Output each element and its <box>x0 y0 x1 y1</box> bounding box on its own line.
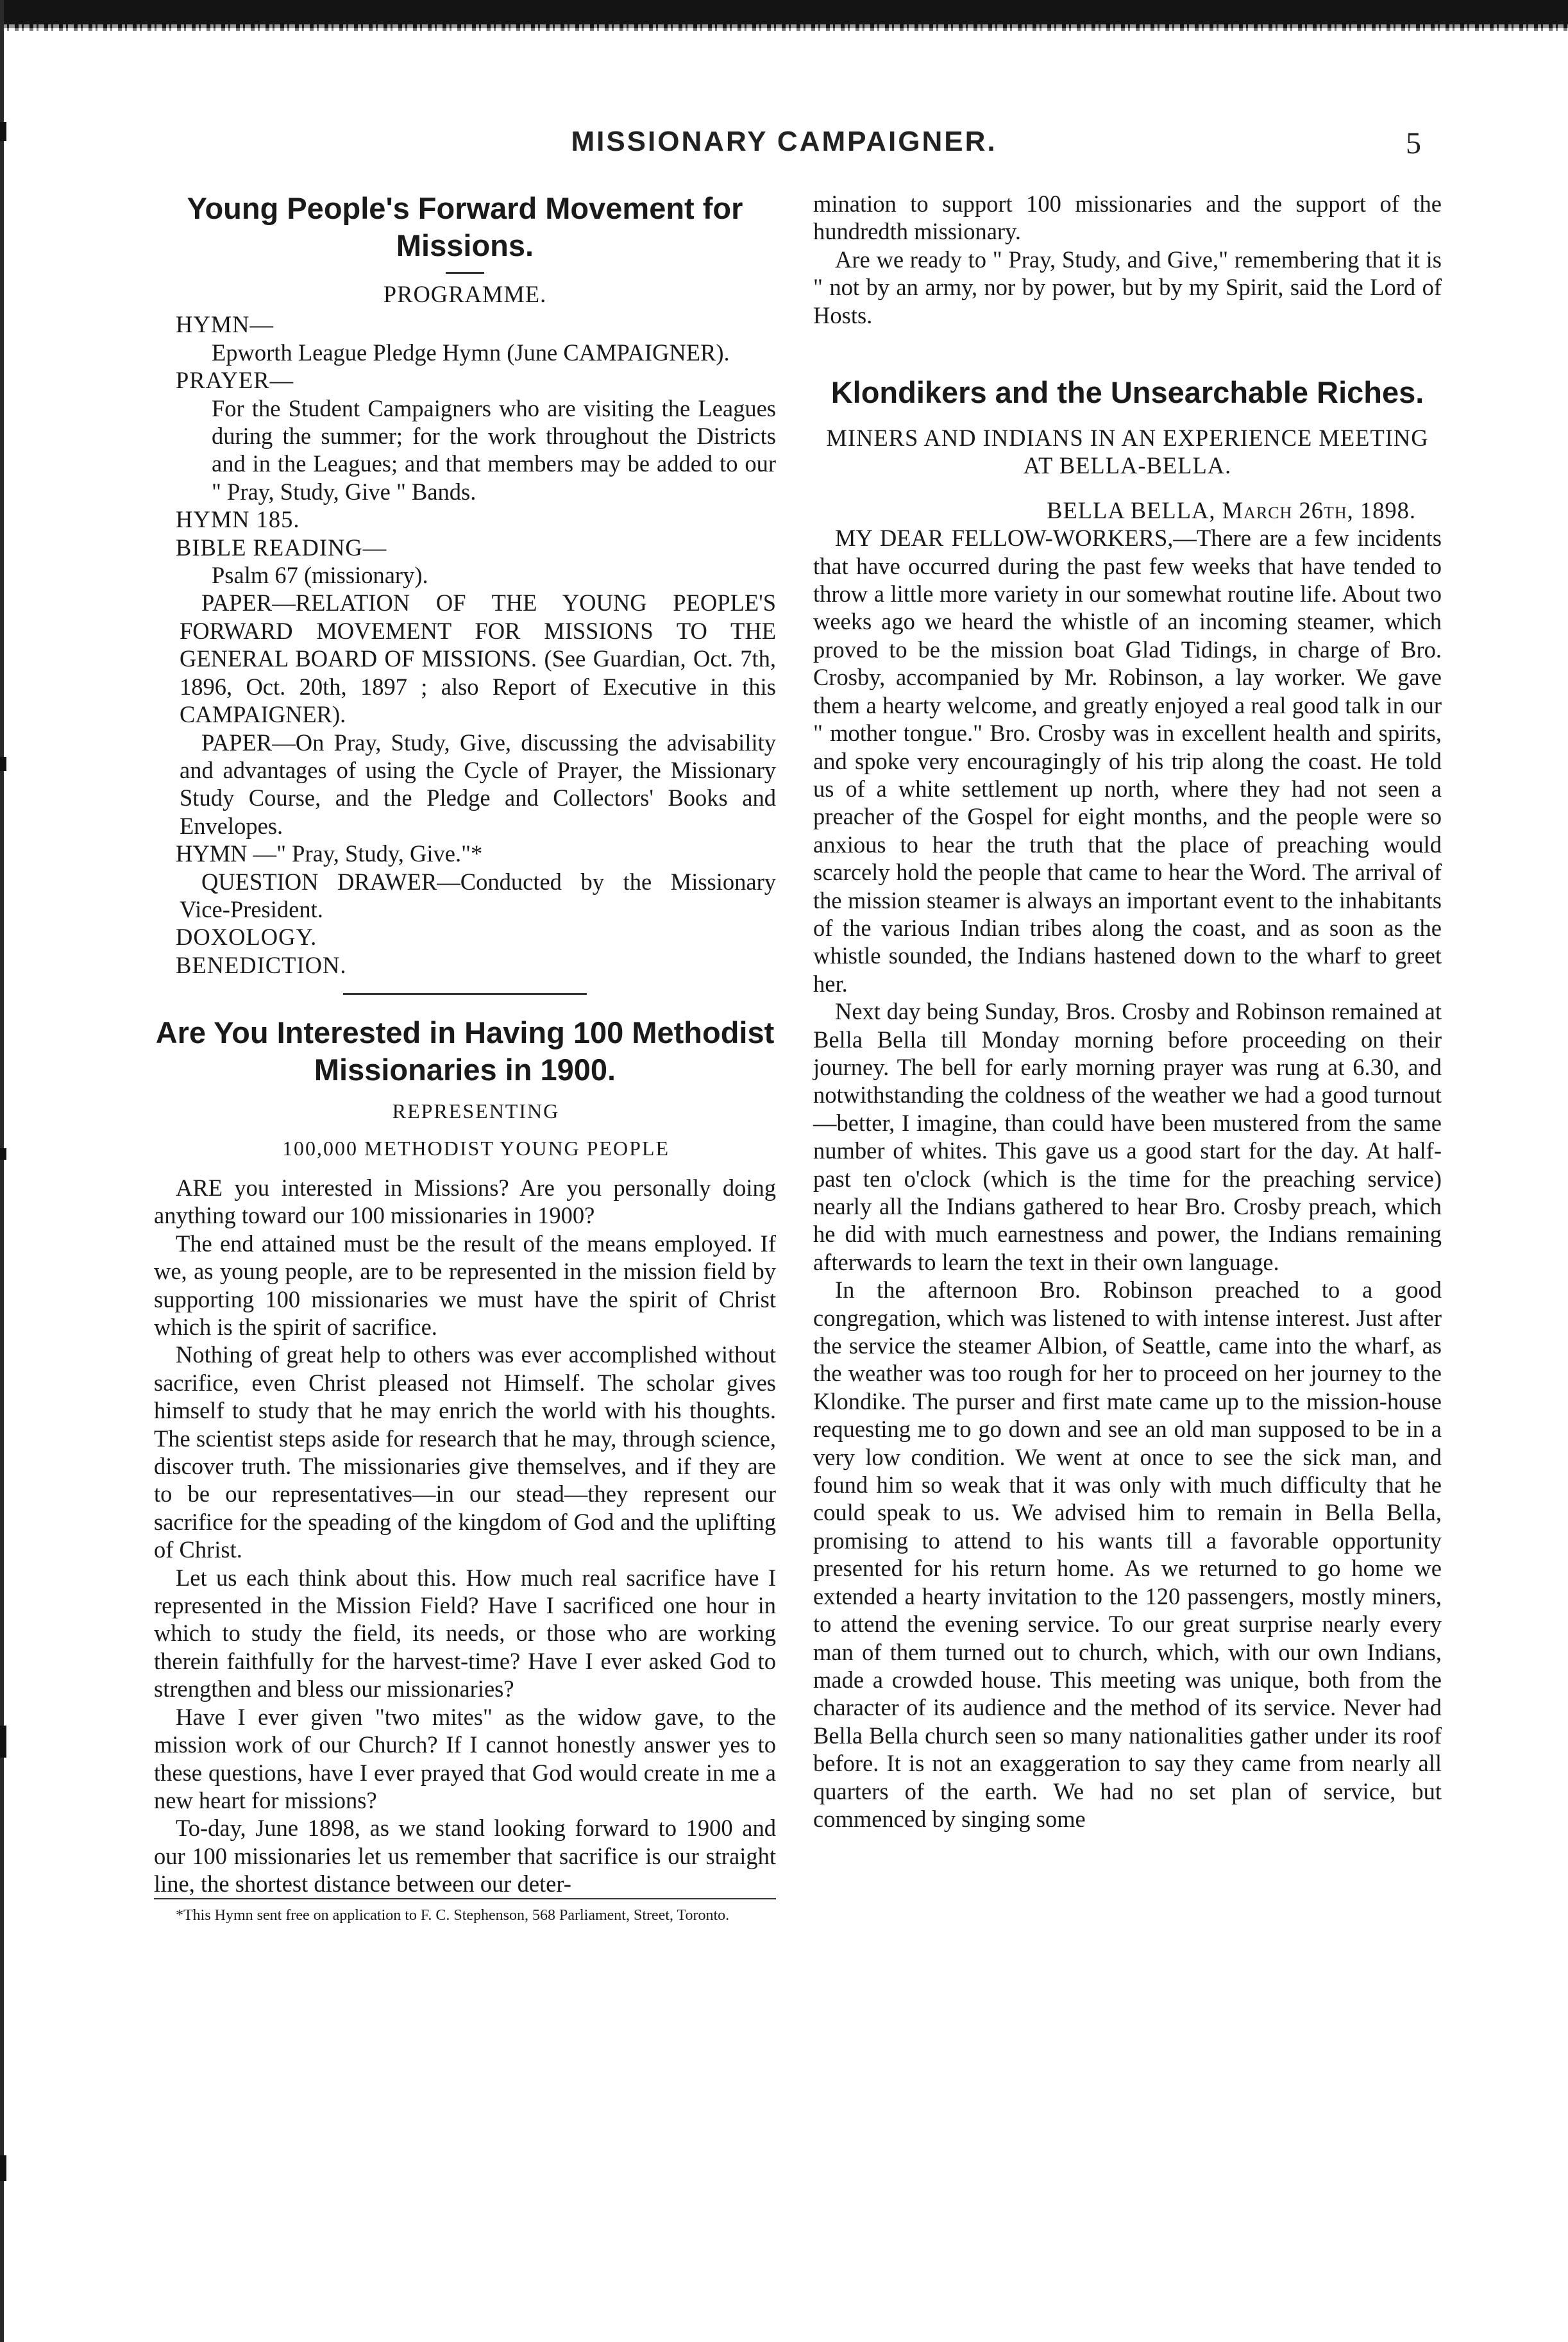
dateline: BELLA BELLA, March 26th, 1898. <box>1047 496 1416 523</box>
left-column <box>154 190 776 1925</box>
prayer-label: PRAYER— <box>176 367 294 394</box>
paragraph: In the afternoon Bro. Robinson preached to a good congregation, which was listened to with intense interest. Just after the service the steamer Albion, of Seattle, came into the wharf, as the weather was too rough for her to proceed on her journey to the Klondike. The purser and first mate came up to the mission-house requesting me to go down and see an old man supposed to be in a very low condition. We went at once to see the sick man, and found him so weak that it was only with much difficulty that he could speak to us. We advised him to remain in Bella Bella, promising to attend to his wants till a favorable opportunity presented for his return home. As we returned to go home we extended a hearty invitation to the 120 passengers, mostly miners, to attend the evening service. To our great surprise nearly every man of them turned out to church, which, with our own Indians, made a crowded house. This meeting was unique, both from the character of its audience and the method of its service. Never had Bella Bella church seen so many nationalities gather under its roof before. It is not an exaggeration to say they came from nearly all quarters of the earth. We had no set plan of service, but commenced by singing some <box>813 1277 1442 1832</box>
programme-label: PROGRAMME. <box>383 281 547 307</box>
ypfm-heading: Young People's Forward Movement for Missions. <box>187 191 743 262</box>
left-scan-edge <box>0 0 4 2342</box>
hymn-label: HYMN— <box>176 311 274 338</box>
left-scan-mark <box>0 757 6 771</box>
interested-heading: Are You Interested in Having 100 Methodist Missionaries in 1900. <box>155 1015 775 1087</box>
question-drawer: QUESTION DRAWER—Conducted by the Missionary Vice-President. <box>180 868 776 922</box>
klondike-subheading: MINERS AND INDIANS IN AN EXPERIENCE MEETING AT BELLA-BELLA. <box>826 425 1429 479</box>
paragraph: Next day being Sunday, Bros. Crosby and Robinson remained at Bella Bella till Monday morning before proceeding on their journey. The bell for early morning prayer was rung at 6.30, and notwithstanding the coldness of the weather we had a good turnout—better, I imagine, than could have been mustered from the same number of whites. This gave us a good start for the day. At half-past ten o'clock (which is the time for the preaching service) nearly all the Indians gathered to hear Bro. Crosby preach, which he did with much earnestness and power, the Indians remaining afterwards to learn the text in their own language. <box>813 998 1442 1275</box>
paragraph: The end attained must be the result of the means employed. If we, as young people, are to be represented in the mission field by supporting 100 missionaries we must have the spirit of Christ which is the spirit of sacrifice. <box>154 1230 776 1340</box>
footnote: *This Hymn sent free on application to F. C. Stephenson, 568 Parliament, Street, Toronto. <box>154 1898 776 1925</box>
divider <box>446 272 484 274</box>
top-scan-grain <box>0 24 1568 31</box>
benediction: BENEDICTION. <box>176 951 347 978</box>
doxology: DOXOLOGY. <box>176 924 317 951</box>
paper-relation: PAPER—RELATION OF THE YOUNG PEOPLE'S FORWARD MOVEMENT FOR MISSIONS TO THE GENERAL BOARD OF MISSIONS. (See Guardian, Oct. 7th, 1896, Oct. 20th, 1897 ; also Report of Executive in this CAMPAIGNER). <box>180 590 776 728</box>
bible-reading-text: Psalm 67 (missionary). <box>212 562 428 589</box>
hymn-185: HYMN 185. <box>176 506 300 533</box>
bible-reading-label: BIBLE READING— <box>176 534 387 561</box>
hymn-pray: HYMN —" Pray, Study, Give."* <box>176 840 483 867</box>
page-number: 5 <box>1406 126 1421 160</box>
representing-label: REPRESENTING <box>392 1099 560 1123</box>
section-divider <box>343 993 587 995</box>
left-scan-mark <box>0 1726 6 1758</box>
left-scan-mark <box>0 2155 6 2181</box>
paragraph: Nothing of great help to others was ever accomplished without sacrifice, even Christ pleased not Himself. The scholar gives himself to study that he may enrich the world with his thoughts. The scientist steps aside for research that he may, through science, discover truth. The missionaries give themselves, and if they are to be our representatives—in our stead—they represent our sacrifice for the speading of the kingdom of God and the uplifting of Christ. <box>154 1341 776 1563</box>
klondike-heading: Klondikers and the Unsearchable Riches. <box>830 375 1424 410</box>
running-header: MISSIONARY CAMPAIGNER. <box>571 126 997 157</box>
paragraph: MY DEAR FELLOW-WORKERS,—There are a few incidents that have occurred during the past few weeks that have tended to throw a little more variety in our somewhat routine life. About two weeks ago we heard the whistle of an incoming steamer, which proved to be the mission boat Glad Tidings, in charge of Bro. Crosby, accompanied by Mr. Robinson, a lay worker. We gave them a hearty welcome, and greatly enjoyed a real good talk in our " mother tongue." Bro. Crosby was in excellent health and spirits, and spoke very encouragingly of his trip along the coast. He told us of a white settlement up north, where they had not seen a preacher of the Gospel for eight months, and the people were so anxious to hear the truth that the place of preaching would scarcely hold the people that came to hear the Word. The arrival of the mission steamer is always an important event to the inhabitants of the various Indian tribes along the coast, and as soon as the whistle sounded, the Indians hastened down to the wharf to greet her. <box>813 525 1442 997</box>
paragraph: ARE you interested in Missions? Are you personally doing anything toward our 100 missionaries in 1900? <box>154 1174 776 1229</box>
paragraph: Have I ever given "two mites" as the widow gave, to the mission work of our Church? If I cannot honestly answer yes to these questions, have I ever prayed that God would create in me a new heart for missions? <box>154 1703 776 1813</box>
right-column <box>813 190 1442 1833</box>
people-label: 100,000 METHODIST YOUNG PEOPLE <box>282 1136 670 1160</box>
paragraph: Are we ready to " Pray, Study, and Give," remembering that it is " not by an army, nor by power, but by my Spirit, said the Lord of Hosts. <box>813 246 1442 328</box>
prayer-text: For the Student Campaigners who are visiting the Leagues during the summer; for the work throughout the Districts and in the Leagues; and that members may be added to our " Pray, Study, Give " Bands. <box>212 395 776 505</box>
paragraph: Let us each think about this. How much real sacrifice have I represented in the Mission Field? Have I sacrificed one hour in which to study the field, its needs, or those who are working therein faithfully for the harvest-time? Have I ever asked God to strengthen and bless our missionaries? <box>154 1564 776 1702</box>
paragraph: To-day, June 1898, as we stand looking forward to 1900 and our 100 missionaries let us remember that sacrifice is our straight line, the shortest distance between our deter- <box>154 1815 776 1897</box>
paper-pray-study-give: PAPER—On Pray, Study, Give, discussing the advisability and advantages of using the Cycle of Prayer, the Missionary Study Course, and the Pledge and Collectors' Books and Envelopes. <box>180 729 776 839</box>
paragraph: mination to support 100 missionaries and the support of the hundredth missionary. <box>813 191 1442 245</box>
hymn-text: Epworth League Pledge Hymn (June CAMPAIGNER). <box>212 339 730 366</box>
left-scan-mark <box>0 1148 6 1160</box>
